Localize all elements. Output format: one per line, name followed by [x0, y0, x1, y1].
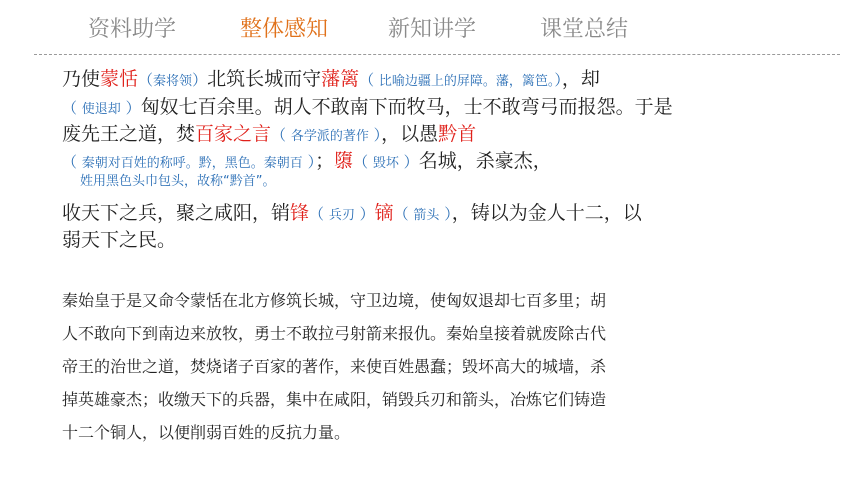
- passage-text: ；: [315, 150, 335, 172]
- keyword-fanli: 藩篱: [321, 68, 360, 90]
- passage-text: 收天下之兵，聚之咸阳，销: [62, 202, 291, 224]
- keyword-qianshou: 黔首: [438, 123, 477, 145]
- passage-text: 废先王之道，焚: [62, 123, 196, 145]
- passage-line-5: 收天下之兵，聚之咸阳，销锋（ 兵刃 ）镝（ 箭头 ），铸以为金人十二，以: [62, 202, 642, 224]
- tab-ketang-zongjie[interactable]: 课堂总结: [540, 17, 629, 42]
- annotation-mengtian: 秦将领: [153, 74, 193, 89]
- keyword-baijiazhiyan: 百家之言: [195, 123, 272, 145]
- passage-line-4: （ 秦朝对百姓的称呼。黔，黑色。秦朝百 ）；隳（ 毁坏 ）名城，杀豪杰，: [62, 150, 552, 172]
- keyword-di: 镝: [374, 202, 394, 224]
- translation-line: 秦始皇于是又命令蒙恬在北方修筑长城，守卫边境，使匈奴退却七百多里；胡: [62, 291, 607, 310]
- annotation-fanli: 比喻边疆上的屏障。藩，篱笆。: [378, 74, 555, 89]
- annotation-qianshou-cont: 姓用黑色头巾包头，故称“黔首”。: [80, 174, 276, 189]
- keyword-hui: 隳: [334, 150, 354, 172]
- annotation-feng: 兵刃: [328, 208, 355, 223]
- passage-text: 弱天下之民。: [62, 229, 177, 251]
- section-nav: [0, 8, 860, 48]
- passage-text: ，以愚: [381, 123, 439, 145]
- passage-text: ，却: [561, 68, 600, 90]
- annotation-di: 箭头: [413, 208, 440, 223]
- translation-paragraph: [62, 284, 797, 449]
- passage-text: 北筑长城而守: [207, 68, 322, 90]
- nav-divider: [34, 54, 840, 55]
- passage-line-3: 废先王之道，焚百家之言（ 各学派的著作 ），以愚黔首: [62, 123, 477, 145]
- passage-text: 乃使: [62, 68, 101, 90]
- passage-text: 名城，杀豪杰，: [418, 150, 552, 172]
- tab-ziliao-zhuxue[interactable]: 资料助学: [88, 17, 177, 42]
- keyword-feng: 锋: [290, 202, 310, 224]
- annotation-baijiazhiyan: 各学派的著作: [290, 129, 369, 144]
- translation-line: 十二个铜人，以便削弱百姓的反抗力量。: [62, 423, 351, 442]
- passage-line-6: [62, 227, 176, 253]
- tab-xinzhi-jiangxue[interactable]: 新知讲学: [388, 17, 477, 42]
- annotation-qianshou: 秦朝对百姓的称呼。黔，黑色。秦朝百: [81, 156, 303, 171]
- passage-text: 匈奴七百余里。胡人不敢南下而牧马，士不敢弯弓而报怨。于是: [140, 96, 673, 118]
- translation-line: 人不敢向下到南边来放牧，勇士不敢拉弓射箭来报仇。秦始皇接着就废除古代: [62, 324, 607, 343]
- tab-zhengti-ganzhi[interactable]: 整体感知: [240, 17, 329, 42]
- annotation-hui: 毁坏: [372, 156, 399, 171]
- passage-line-2: （ 使退却 ）匈奴七百余里。胡人不敢南下而牧马，士不敢弯弓而报怨。于是: [62, 96, 673, 118]
- translation-line: 掉英雄豪杰；收缴天下的兵器，集中在咸阳，销毁兵刃和箭头，冶炼它们铸造: [62, 390, 607, 409]
- passage-text: ，铸以为金人十二，以: [451, 202, 642, 224]
- translation-line: 帝王的治世之道，焚烧诸子百家的著作，来使百姓愚蠢；毁坏高大的城墙，杀: [62, 357, 607, 376]
- annotation-que: 使退却: [81, 102, 121, 117]
- passage-line-1: 乃使蒙恬（秦将领）北筑长城而守藩篱（ 比喻边疆上的屏障。藩，篱笆。），却: [62, 68, 600, 90]
- keyword-mengtian: 蒙恬: [100, 68, 139, 90]
